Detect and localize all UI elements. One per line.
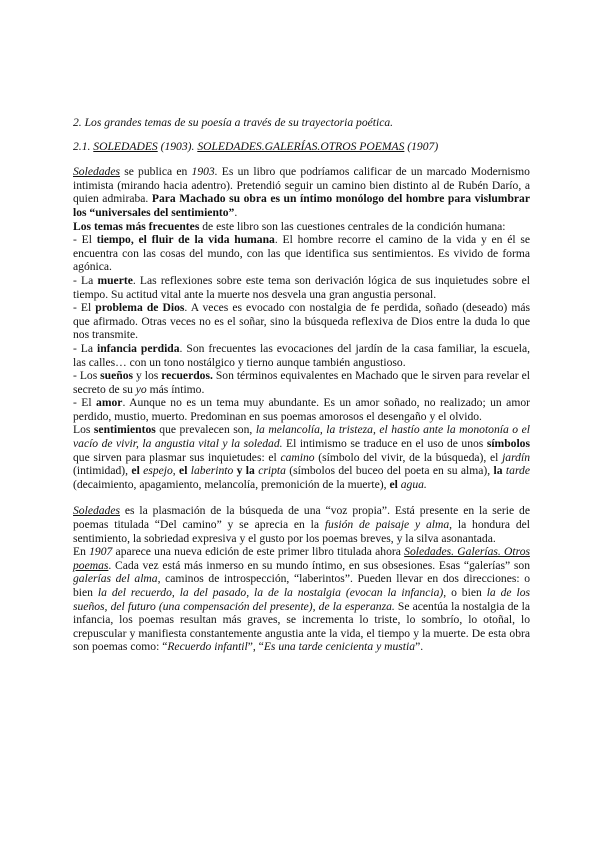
text-run: - La bbox=[73, 341, 97, 355]
heading-title-2: SOLEDADES.GALERÍAS.OTROS POEMAS bbox=[197, 139, 405, 153]
text-run: (decaimiento, apagamiento, melancolía, premonición de la muerte), bbox=[73, 477, 390, 491]
text-run: En bbox=[73, 545, 90, 559]
bold-term: tiempo, el fluir de la vida humana bbox=[96, 233, 275, 247]
italic-term: camino bbox=[280, 450, 315, 464]
book-title: Soledades bbox=[73, 504, 121, 518]
text-run: . Aunque no es un tema muy abundante. Es un amor soñado, no realizado; un amor perdido, mustio, muerto. Predominan en sus poemas amorosos el desengaño y el olvido. bbox=[73, 396, 530, 423]
paragraph-own-voice bbox=[73, 504, 530, 545]
text-run: - Los bbox=[73, 369, 101, 383]
italic-term: laberinto bbox=[190, 464, 234, 478]
paragraph-gap bbox=[73, 491, 530, 504]
bold-term: el bbox=[131, 464, 140, 478]
text-run: (intimidad), bbox=[73, 464, 132, 478]
text-run: El intimismo se traduce en el uso de unos bbox=[282, 437, 487, 451]
paragraph-intro bbox=[73, 165, 530, 219]
bold-term: amor bbox=[96, 396, 123, 410]
poem-title: Es una tarde cenicienta y mustia bbox=[263, 640, 416, 654]
italic-term: tarde bbox=[505, 464, 530, 478]
text-run: , caminos de introspección, “laberintos”. Pueden llevar en dos direcciones: o bien bbox=[73, 572, 530, 599]
heading-number: 2.1. bbox=[73, 139, 94, 153]
text-run: aparece una nueva edición de este primer libro titulada ahora bbox=[112, 545, 405, 559]
year: 1903. bbox=[191, 165, 218, 179]
italic-phrase: galerías del alma bbox=[73, 572, 158, 586]
section-heading: 2. Los grandes temas de su poesía a través de su trayectoria poética. bbox=[73, 116, 394, 129]
bold-statement: Para Machado su obra es un íntimo monólogo del hombre para vislumbrar los “universales del sentimiento” bbox=[73, 192, 530, 219]
list-item-god bbox=[73, 301, 530, 342]
italic-term: jardín bbox=[502, 450, 530, 464]
heading-title-1: SOLEDADES bbox=[93, 139, 158, 153]
text-run: (símbolos del buceo del poeta en su alma), bbox=[285, 464, 494, 478]
text-run: - El bbox=[73, 233, 97, 247]
book-title: Soledades bbox=[73, 165, 121, 179]
italic-term: espejo bbox=[143, 464, 173, 478]
italic-term: cripta bbox=[258, 464, 286, 478]
text-run: , o bien bbox=[443, 586, 487, 599]
list-item-love bbox=[73, 396, 530, 423]
text-run: (símbolo del vivir, de la búsqueda), el bbox=[314, 450, 503, 464]
text-run: se publica en bbox=[120, 165, 192, 179]
text-run: - La bbox=[73, 273, 98, 287]
bold-term: sueños bbox=[100, 369, 134, 383]
text-run: . El hombre recorre el camino de la vida y en él se encuentra con las cosas del mundo, con las que identifica sus sentimientos. Es vivido de forma agónica. bbox=[73, 233, 530, 274]
poem-title: Recuerdo infantil bbox=[167, 640, 248, 654]
text-run: ”, “ bbox=[247, 640, 264, 654]
text-run: de este libro son las cuestiones centrales de la condición humana: bbox=[199, 219, 506, 233]
list-item-childhood bbox=[73, 342, 530, 369]
text-run: Es un libro que podríamos calificar de un marcado Modernismo intimista (mirando hacia adentro). Pretendió seguir un camino bien distinto al de Rubén Darío, a quien admiraba. bbox=[73, 165, 530, 206]
text-run: ”. bbox=[415, 640, 424, 654]
bold-term: muerte bbox=[97, 273, 133, 287]
bold-term: y la bbox=[236, 464, 255, 478]
subsection-heading bbox=[73, 140, 530, 154]
text-run: y los bbox=[133, 369, 162, 383]
book-title: Soledades. Galerías. Otros poemas bbox=[73, 545, 530, 572]
text-run: . Cada vez está más inmerso en su mundo íntimo, en sus obsesiones. Esas “galerías” son bbox=[108, 558, 530, 572]
italic-phrase: la de los sueños, del futuro (una compensación del presente), de la esperanza. bbox=[73, 586, 531, 613]
heading-year-1: (1903). bbox=[157, 139, 198, 153]
bold-term: símbolos bbox=[486, 437, 530, 451]
text-run: - El bbox=[73, 396, 97, 410]
text-run: que prevalecen son, bbox=[155, 423, 256, 437]
bold-term: la bbox=[493, 464, 503, 478]
text-run: Los bbox=[73, 423, 94, 437]
paragraph-feelings bbox=[73, 423, 530, 491]
paragraph-1907-edition bbox=[73, 545, 530, 654]
text-run: . Las reflexiones sobre este tema son derivación lógica de sus inquietudes sobre el tiempo. Su actitud vital ante la muerte nos desvela una gran angustia personal. bbox=[73, 273, 531, 301]
text-run: . bbox=[234, 205, 238, 219]
italic-term: yo bbox=[135, 382, 147, 396]
text-run: . Son frecuentes las evocaciones del jardín de la casa familiar, la escuela, las calles… con un tono nostálgico y tierno aunque también angustioso. bbox=[73, 341, 531, 369]
document-body bbox=[73, 116, 530, 654]
list-item-time bbox=[73, 233, 530, 274]
text-run: - El bbox=[73, 301, 96, 315]
heading-year-2: (1907) bbox=[404, 139, 439, 153]
bold-term: Los temas más frecuentes bbox=[73, 219, 200, 233]
list-item-dreams bbox=[73, 369, 530, 396]
text-run: Se acentúa la nostalgia de la infancia, los poemas resultan más graves, se incrementa lo triste, lo sombrío, lo otoñal, lo crepuscular y manifiesta constantemente angustia ante la vida, el tiempo y la muerte. De esta obra son poemas como: “ bbox=[73, 599, 531, 654]
text-run: Son términos equivalentes en Machado que le sirven para revelar el secreto de su bbox=[73, 369, 530, 396]
year: 1907 bbox=[89, 545, 113, 559]
bold-term: recuerdos. bbox=[161, 369, 213, 383]
italic-phrase: la melancolía, la tristeza, el hastío ante la monotonía o el vacío de vivir, la angustia vital y la soledad. bbox=[73, 423, 530, 451]
bold-term: el bbox=[389, 477, 398, 491]
italic-phrase: la del recuerdo, la del pasado, la de la nostalgia (evocan la infancia) bbox=[97, 586, 444, 599]
bold-term: el bbox=[179, 464, 188, 478]
italic-term: agua. bbox=[400, 477, 427, 491]
text-run: , la hondura del sentimiento, la sobriedad expresiva y el gusto por los poemas breves, y la silva asonantada. bbox=[73, 518, 530, 545]
bold-term: problema de Dios bbox=[95, 301, 185, 315]
text-run: , bbox=[172, 464, 180, 478]
text-run: es la plasmación de la búsqueda de una “voz propia”. Está presente en la serie de poemas titulada “Del camino” y se aprecia en la bbox=[73, 504, 530, 532]
text-run: más íntimo. bbox=[146, 382, 205, 396]
bold-term: sentimientos bbox=[93, 423, 156, 437]
text-run: que sirven para plasmar sus inquietudes: el bbox=[73, 450, 281, 464]
italic-phrase: fusión de paisaje y alma bbox=[324, 518, 450, 532]
paragraph-themes bbox=[73, 220, 530, 234]
list-item-death bbox=[73, 274, 530, 301]
text-run: . A veces es evocado con nostalgia de fe perdida, soñado (deseado) más que afirmado. Otras veces no es el soñar, sino la búsqueda reflexiva de Dios entre la duda lo que nos transmite. bbox=[73, 301, 530, 342]
bold-term: infancia perdida bbox=[97, 341, 180, 355]
